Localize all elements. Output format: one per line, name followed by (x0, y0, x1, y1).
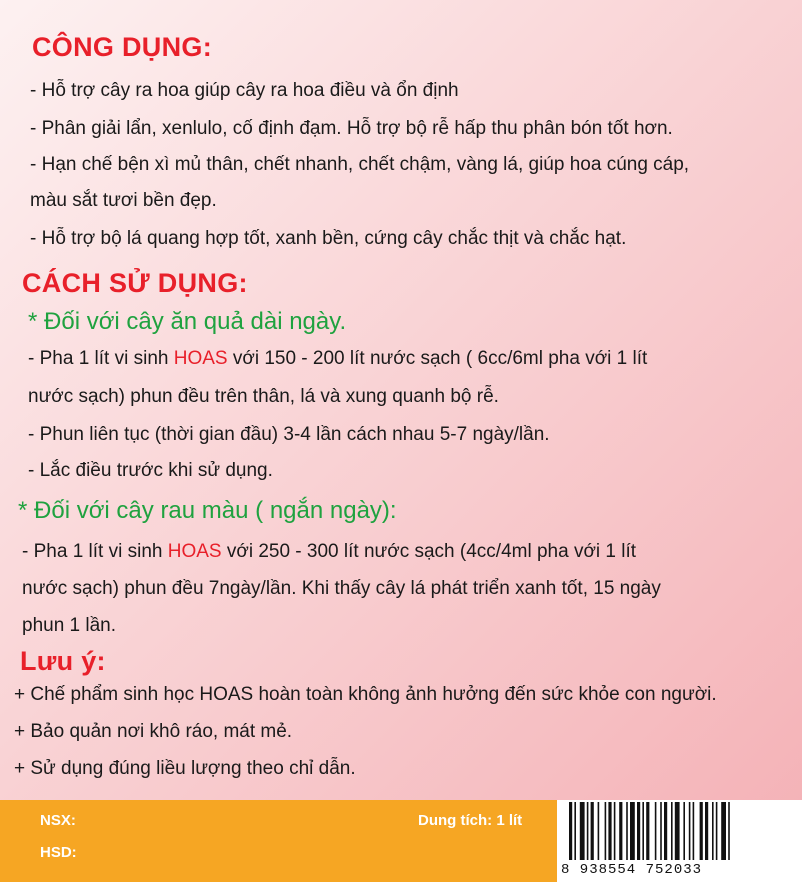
volume-label: Dung tích: 1 lít (418, 812, 523, 829)
notes-heading: Lưu ý: (20, 646, 106, 676)
barcode-bar (642, 802, 644, 860)
hsd-label: HSD: (40, 844, 77, 861)
notes-item-2: + Bảo quản nơi khô ráo, mát mẻ. (14, 721, 293, 742)
barcode-bar (587, 802, 589, 860)
long-term-line-1 (28, 348, 647, 370)
barcode-bar (664, 802, 667, 860)
long-term-line-1-prefix: - Pha 1 lít vi sinh (28, 348, 174, 369)
short-term-line-1-suffix: với 250 - 300 lít nước sạch (4cc/4ml pha với 1 lít (221, 541, 637, 562)
barcode-bars (565, 802, 795, 862)
barcode-bar (689, 802, 691, 860)
barcode-bar (626, 802, 628, 860)
short-term-line-1 (22, 541, 636, 563)
barcode-bar (655, 802, 657, 860)
uses-item-2: - Phân giải lẩn, xenlulo, cố định đạm. Hỗ trợ bộ rễ hấp thu phân bón tốt hơn. (30, 118, 673, 139)
short-term-line-3: phun 1 lần. (22, 615, 117, 636)
long-term-line-2: nước sạch) phun đều trên thân, lá và xung quanh bộ rễ. (28, 386, 499, 407)
barcode-bar (693, 802, 695, 860)
barcode-bar (683, 802, 685, 860)
brand-hoas: HOAS (173, 348, 228, 369)
notes-item-1: + Chế phẩm sinh học HOAS hoàn toàn không ảnh hưởng đến sức khỏe con người. (14, 684, 717, 705)
barcode-bar (574, 802, 576, 860)
uses-item-3: - Hạn chế bện xì mủ thân, chết nhanh, chết chậm, vàng lá, giúp hoa cúng cáp, (30, 154, 690, 175)
barcode-bar (716, 802, 718, 860)
barcode-bar (721, 802, 726, 860)
uses-heading: CÔNG DỤNG: (32, 32, 212, 62)
barcode (557, 800, 802, 882)
long-term-line-3: - Phun liên tục (thời gian đầu) 3-4 lần cách nhau 5-7 ngày/lần. (28, 424, 550, 445)
barcode-bar (614, 802, 616, 860)
short-term-line-1-prefix: - Pha 1 lít vi sinh (22, 541, 168, 562)
uses-item-3-cont: màu sắt tươi bền đẹp. (30, 190, 217, 211)
barcode-bar (605, 802, 607, 860)
barcode-bar (591, 802, 594, 860)
short-term-title: * Đối với cây rau màu ( ngắn ngày): (18, 497, 397, 524)
barcode-bar (646, 802, 649, 860)
barcode-bar (671, 802, 673, 860)
long-term-title: * Đối với cây ăn quả dài ngày. (28, 308, 347, 335)
uses-item-4: - Hỗ trợ bộ lá quang hợp tốt, xanh bền, cứng cây chắc thịt và chắc hạt. (30, 228, 627, 249)
barcode-bar (705, 802, 708, 860)
brand-hoas: HOAS (167, 541, 222, 562)
barcode-number: 8 938554 752033 (561, 862, 703, 878)
usage-heading: CÁCH SỬ DỤNG: (22, 268, 248, 298)
barcode-bar (619, 802, 622, 860)
notes-item-3: + Sử dụng đúng liều lượng theo chỉ dẫn. (14, 758, 356, 779)
barcode-bar (630, 802, 635, 860)
nsx-label: NSX: (40, 812, 76, 829)
barcode-bar (712, 802, 714, 860)
barcode-bar (580, 802, 585, 860)
barcode-bar (660, 802, 662, 860)
barcode-bar (675, 802, 680, 860)
uses-item-1: - Hỗ trợ cây ra hoa giúp cây ra hoa điều và ổn định (30, 80, 459, 101)
long-term-line-4: - Lắc điều trước khi sử dụng. (28, 460, 273, 481)
short-term-line-2: nước sạch) phun đều 7ngày/lần. Khi thấy cây lá phát triển xanh tốt, 15 ngày (22, 578, 661, 599)
barcode-bar (598, 802, 600, 860)
long-term-line-1-suffix: với 150 - 200 lít nước sạch ( 6cc/6ml pha với 1 lít (227, 348, 648, 369)
barcode-bar (569, 802, 572, 860)
barcode-bar (637, 802, 640, 860)
barcode-bar (700, 802, 703, 860)
barcode-bar (608, 802, 611, 860)
barcode-bar (728, 802, 730, 860)
